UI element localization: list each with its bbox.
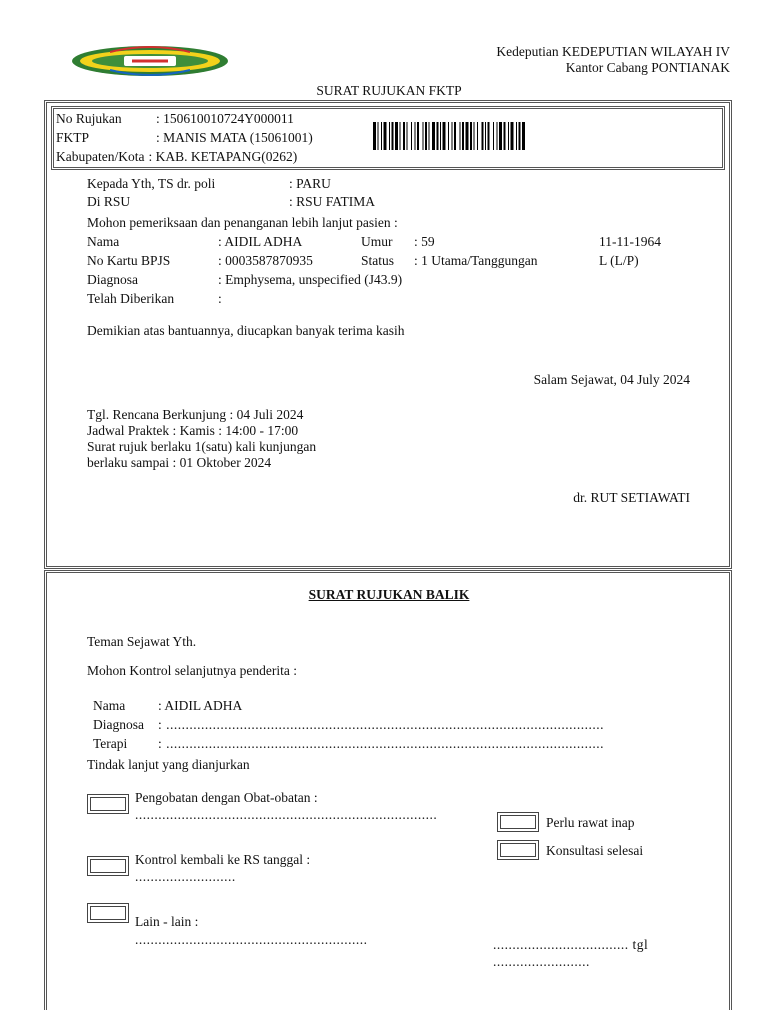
kabupaten-row bbox=[56, 149, 297, 165]
balik-intro: Mohon Kontrol selanjutnya penderita : bbox=[87, 663, 297, 678]
balik-nama-value: : AIDIL ADHA bbox=[158, 698, 243, 713]
diagnosa-label: Diagnosa bbox=[87, 272, 138, 287]
diagnosa-value: : Emphysema, unspecified (J43.9) bbox=[218, 272, 403, 287]
header-deputy: Kedeputian KEDEPUTIAN WILAYAH IV bbox=[496, 44, 730, 59]
header-branch: Kantor Cabang PONTIANAK bbox=[565, 60, 730, 75]
obat-field[interactable]: .............................................................................. bbox=[135, 807, 438, 822]
berlaku-text: Surat rujuk berlaku 1(satu) kali kunjungan bbox=[87, 439, 317, 454]
rawat-inap-label: Perlu rawat inap bbox=[546, 815, 635, 830]
konsultasi-checkbox[interactable] bbox=[497, 840, 539, 860]
diberikan-label: Telah Diberikan bbox=[87, 291, 175, 306]
closing-text: Demikian atas bantuannya, diucapkan banyak terima kasih bbox=[87, 323, 405, 338]
kontrol-label: Kontrol kembali ke RS tanggal : bbox=[135, 852, 311, 867]
obat-checkbox[interactable] bbox=[87, 794, 129, 814]
header-office bbox=[496, 44, 730, 76]
balik-diagnosa-label: Diagnosa bbox=[93, 717, 144, 732]
balik-terapi-field[interactable]: : ................................................................................................................. bbox=[158, 736, 605, 751]
status-label: Status bbox=[361, 253, 395, 268]
barcode-icon bbox=[373, 122, 717, 150]
lain-checkbox[interactable] bbox=[87, 903, 129, 923]
balik-title: SURAT RUJUKAN BALIK bbox=[308, 587, 470, 602]
balik-diagnosa-field[interactable]: : ................................................................................................................. bbox=[158, 717, 605, 732]
umur-label: Umur bbox=[361, 234, 393, 249]
rawat-inap-checkbox[interactable] bbox=[497, 812, 539, 832]
bpjs-logo-icon bbox=[70, 44, 230, 78]
no-rujukan-label: No Rujukan bbox=[56, 111, 122, 126]
jadwal-praktek: Jadwal Praktek : Kamis : 14:00 - 17:00 bbox=[87, 423, 299, 438]
lain-label: Lain - lain : bbox=[135, 914, 199, 929]
tgl-field[interactable]: ................................... tgl bbox=[493, 937, 649, 952]
no-rujukan-value: : 150610010724Y000011 bbox=[156, 111, 294, 126]
tindak-lanjut: Tindak lanjut yang dianjurkan bbox=[87, 757, 250, 772]
fktp-value: : MANIS MATA (15061001) bbox=[156, 130, 313, 145]
no-rujukan-row bbox=[56, 111, 294, 127]
kartu-value: : 0003587870935 bbox=[218, 253, 313, 268]
tgl-rencana: Tgl. Rencana Berkunjung : 04 Juli 2024 bbox=[87, 407, 304, 422]
kepada-value: : PARU bbox=[289, 176, 331, 191]
signature-field[interactable]: ......................... bbox=[493, 954, 590, 969]
nama-value: : AIDIL ADHA bbox=[218, 234, 303, 249]
kabupaten-label: Kabupaten/Kota bbox=[56, 149, 145, 164]
fktp-label: FKTP bbox=[56, 130, 90, 145]
nama-label: Nama bbox=[87, 234, 120, 249]
gender-value: L (L/P) bbox=[599, 253, 639, 268]
berlaku-sampai: berlaku sampai : 01 Oktober 2024 bbox=[87, 455, 272, 470]
status-value: : 1 Utama/Tanggungan bbox=[414, 253, 538, 268]
salam-date: Salam Sejawat, 04 July 2024 bbox=[533, 372, 690, 387]
balik-greeting: Teman Sejawat Yth. bbox=[87, 634, 197, 649]
di-rsu-label: Di RSU bbox=[87, 194, 131, 209]
diberikan-value: : bbox=[218, 291, 222, 306]
kepada-label: Kepada Yth, TS dr. poli bbox=[87, 176, 216, 191]
kartu-label: No Kartu BPJS bbox=[87, 253, 171, 268]
document-title: SURAT RUJUKAN FKTP bbox=[316, 83, 462, 98]
obat-label: Pengobatan dengan Obat-obatan : bbox=[135, 790, 318, 805]
di-rsu-value: : RSU FATIMA bbox=[289, 194, 376, 209]
konsultasi-label: Konsultasi selesai bbox=[546, 843, 644, 858]
umur-value: : 59 bbox=[414, 234, 435, 249]
fktp-row bbox=[56, 130, 313, 146]
kontrol-checkbox[interactable] bbox=[87, 856, 129, 876]
kabupaten-value: : KAB. KETAPANG(0262) bbox=[148, 149, 298, 164]
lain-field[interactable]: ............................................................ bbox=[135, 932, 368, 947]
dob-value: 11-11-1964 bbox=[599, 234, 661, 249]
balik-nama-label: Nama bbox=[93, 698, 126, 713]
intro-text: Mohon pemeriksaan dan penanganan lebih lanjut pasien : bbox=[87, 215, 398, 230]
doctor-name: dr. RUT SETIAWATI bbox=[573, 490, 690, 505]
balik-terapi-label: Terapi bbox=[93, 736, 128, 751]
kontrol-date-field[interactable]: .......................... bbox=[135, 869, 236, 884]
